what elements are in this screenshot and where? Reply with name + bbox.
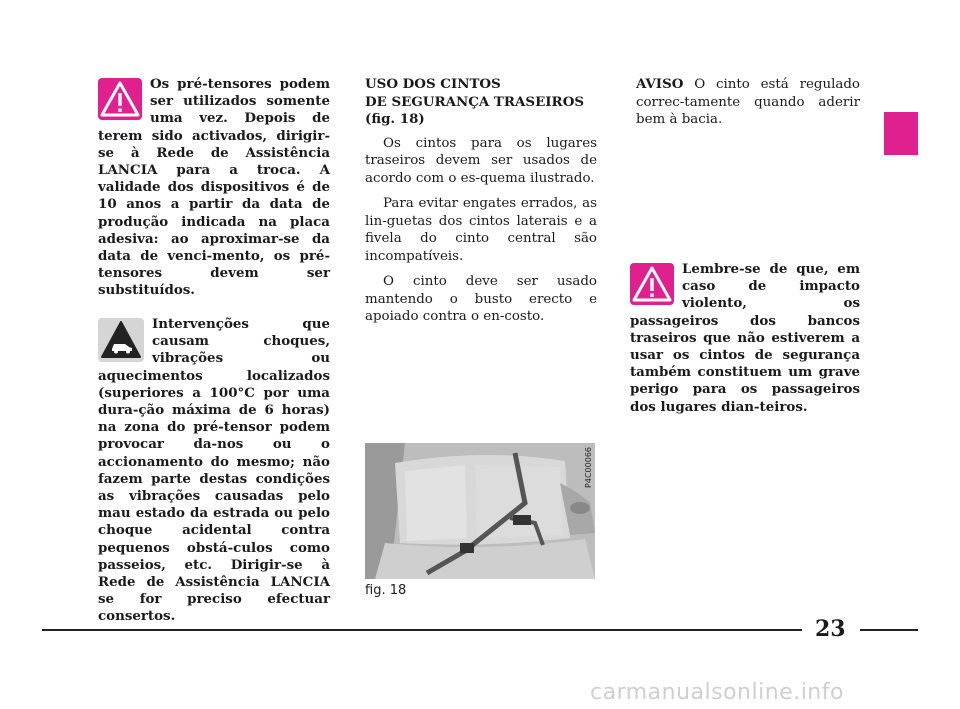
section-tab-marker (884, 112, 918, 155)
footer-rule-left (42, 629, 802, 631)
footer-rule-right (860, 629, 918, 631)
paragraph-3: O cinto deve ser usado mantendo o busto erecto e apoiado contra o en-costo. (365, 274, 597, 324)
figure-rear-seatbelts (365, 443, 595, 579)
section-heading-line2: DE SEGURANÇA TRASEIROS (365, 93, 585, 110)
car-hazard-icon (98, 318, 144, 362)
aviso-label: AVISO (636, 76, 684, 92)
section-heading-line1: USO DOS CINTOS (365, 76, 501, 92)
warning-text-1: Os pré-tensores podem ser utilizados somente uma vez. Depois de terem sido activados, dirigir-se à Rede de Assistência LANCIA para a troca. A validade dos dispositivos é de 10 anos a partir da data de produção indicada na placa adesiva: ao aproximar-se da data de venci-mento, os pré-tensores devem ser substituídos. (98, 76, 330, 299)
warning-text-2: Intervenções que causam choques, vibrações ou aquecimentos localizados (superiores a 100°C por uma dura-ção máxima de 6 horas) na zona do pré-tensor podem provocar da-nos ou o accionamento do mesmo; não fazem parte destas condições as vibrações causadas pelo mau estado da estrada ou pelo choque acidental contra pequenos obstá-culos como passeios, etc. Dirigir-se à Rede de Assistência LANCIA se for preciso efectuar consertos. (98, 316, 330, 625)
warning-prensioners-single-use (98, 76, 330, 300)
warning-text-3: Lembre-se de que, em caso de impacto violento, os passageiros dos bancos traseiros que não estiverem a usar os cintos de segurança também constituem um grave perigo para os passageiros dos lugares dian-teiros. (630, 261, 860, 415)
rear-seatbelt-section (365, 76, 597, 334)
aviso-note (632, 76, 860, 137)
section-heading-line3: (fig. 18) (365, 111, 425, 127)
warning-rear-passengers (630, 261, 860, 416)
paragraph-1: Os cintos para os lugares traseiros devem ser usados de acordo com o es-quema ilustrado. (365, 135, 597, 186)
page-number: 23 (815, 616, 846, 642)
paragraph-2: Para evitar engates errados, as lin-guetas dos cintos laterais e a fivela do cinto central são incompatíveis. (365, 196, 597, 264)
figure-label: fig. 18 (365, 583, 407, 598)
warning-pretensioner-interventions (98, 316, 330, 626)
warning-triangle-icon (98, 78, 142, 120)
seat-photo-illustration (365, 443, 595, 579)
warning-triangle-icon (630, 263, 674, 305)
aviso-text: O cinto está regulado correc-tamente quando aderir bem à bacia. (636, 77, 860, 127)
watermark: carmanualsonline.info (590, 680, 844, 705)
figure-code: P4C00066 (584, 447, 593, 488)
